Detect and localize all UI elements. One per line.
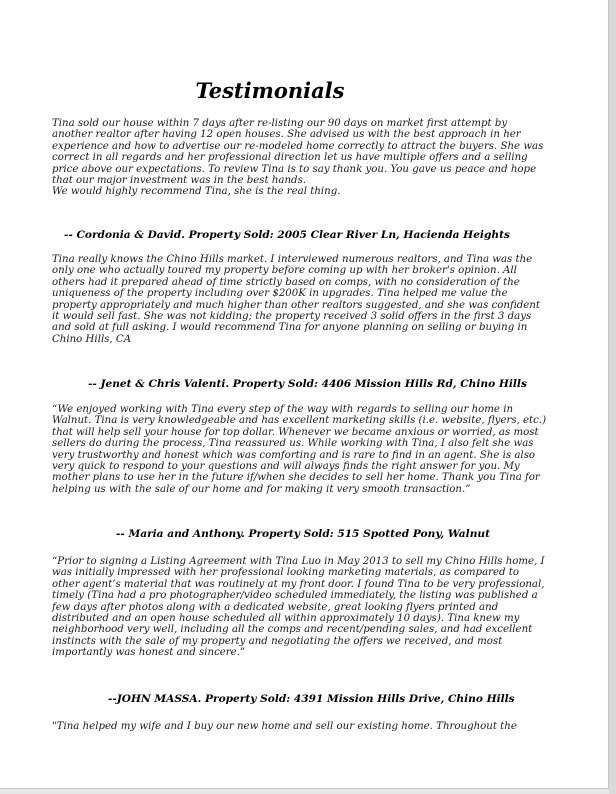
testimonial-1-signature: -- Cordonia & David. Property Sold: 2005 Clear River Ln, Hacienda Heights (64, 229, 510, 241)
testimonial-1-closing: We would highly recommend Tina, she is the real thing. (52, 186, 341, 198)
page-title: Testimonials (195, 78, 345, 103)
testimonial-1-body: Tina sold our house within 7 days after re-listing our 90 days on market first attempt by another realtor after having 12 open houses. She advised us with the best approach in her experience and how to advertise our re-modeled home correctly to attract the buyers. She was correct in all regards and her professional direction let us have multiple offers and a selling price above our expectations. To review Tina is to say thank you. You gave us peace and hope that our major investment was in the best hands. (52, 118, 544, 187)
testimonial-4-signature: --JOHN MASSA. Property Sold: 4391 Mission Hills Drive, Chino Hills (108, 693, 515, 705)
testimonial-3-signature: -- Maria and Anthony. Property Sold: 515 Spotted Pony, Walnut (116, 528, 490, 540)
testimonial-5-text: "Tina helped my wife and I buy our new home and sell our existing home. Throughout the (52, 721, 517, 732)
scrollbar[interactable] (609, 0, 616, 794)
testimonial-1-text (52, 118, 547, 198)
testimonial-4-text: “Prior to signing a Listing Agreement with Tina Luo in May 2013 to sell my Chino Hills home, I was initially impressed with her professional looking marketing materials, as compared to other agent’s material that was routinely at my front door. I found Tina to be very professional, timely (Tina had a pro photographer/video scheduled immediately, the listing was published a few days after photos along with a dedicated website, great looking flyers printed and distributed and an open house scheduled all within approximately 10 days). Tina knew my neighborhood very well, including all the comps and recent/pending sales, and had excellent instincts with the sale of my property and negotiating the offers we received, and most importantly was honest and sincere.” (52, 556, 545, 659)
testimonial-3-text: “We enjoyed working with Tina every step of the way with regards to selling our home in Walnut. Tina is very knowledgeable and has excellent marketing skills (i.e. website, flyers, etc.) that will help sell your house for top dollar. Whenever we became anxious or worried, as most sellers do during the process, Tina reassured us. While working with Tina, I also felt she was very trustworthy and honest which was comforting and is rare to find in an agent. She is also very quick to respond to your questions and will always finds the right answer for you. My mother plans to use her in the future if/when she decides to sell her home. Thank you Tina for helping us with the sale of our home and for making it very smooth transaction.” (52, 404, 547, 495)
testimonial-2-signature: -- Jenet & Chris Valenti. Property Sold: 4406 Mission Hills Rd, Chino Hills (88, 378, 527, 390)
testimonial-2-text: Tina really knows the Chino Hills market. I interviewed numerous realtors, and Tina was the only one who actually toured my property before coming up with her broker's opinion. All others had it prepared ahead of time strictly based on comps, with no consideration of the uniqueness of the property including over $200K in upgrades. Tina helped me value the property appropriately and much higher than other realtors suggested, and she was confident it would sell fast. She was not kidding; the property received 3 solid offers in the first 3 days and sold at full asking. I would recommend Tina for anyone planning on selling or buying in Chino Hills, CA (52, 254, 540, 345)
